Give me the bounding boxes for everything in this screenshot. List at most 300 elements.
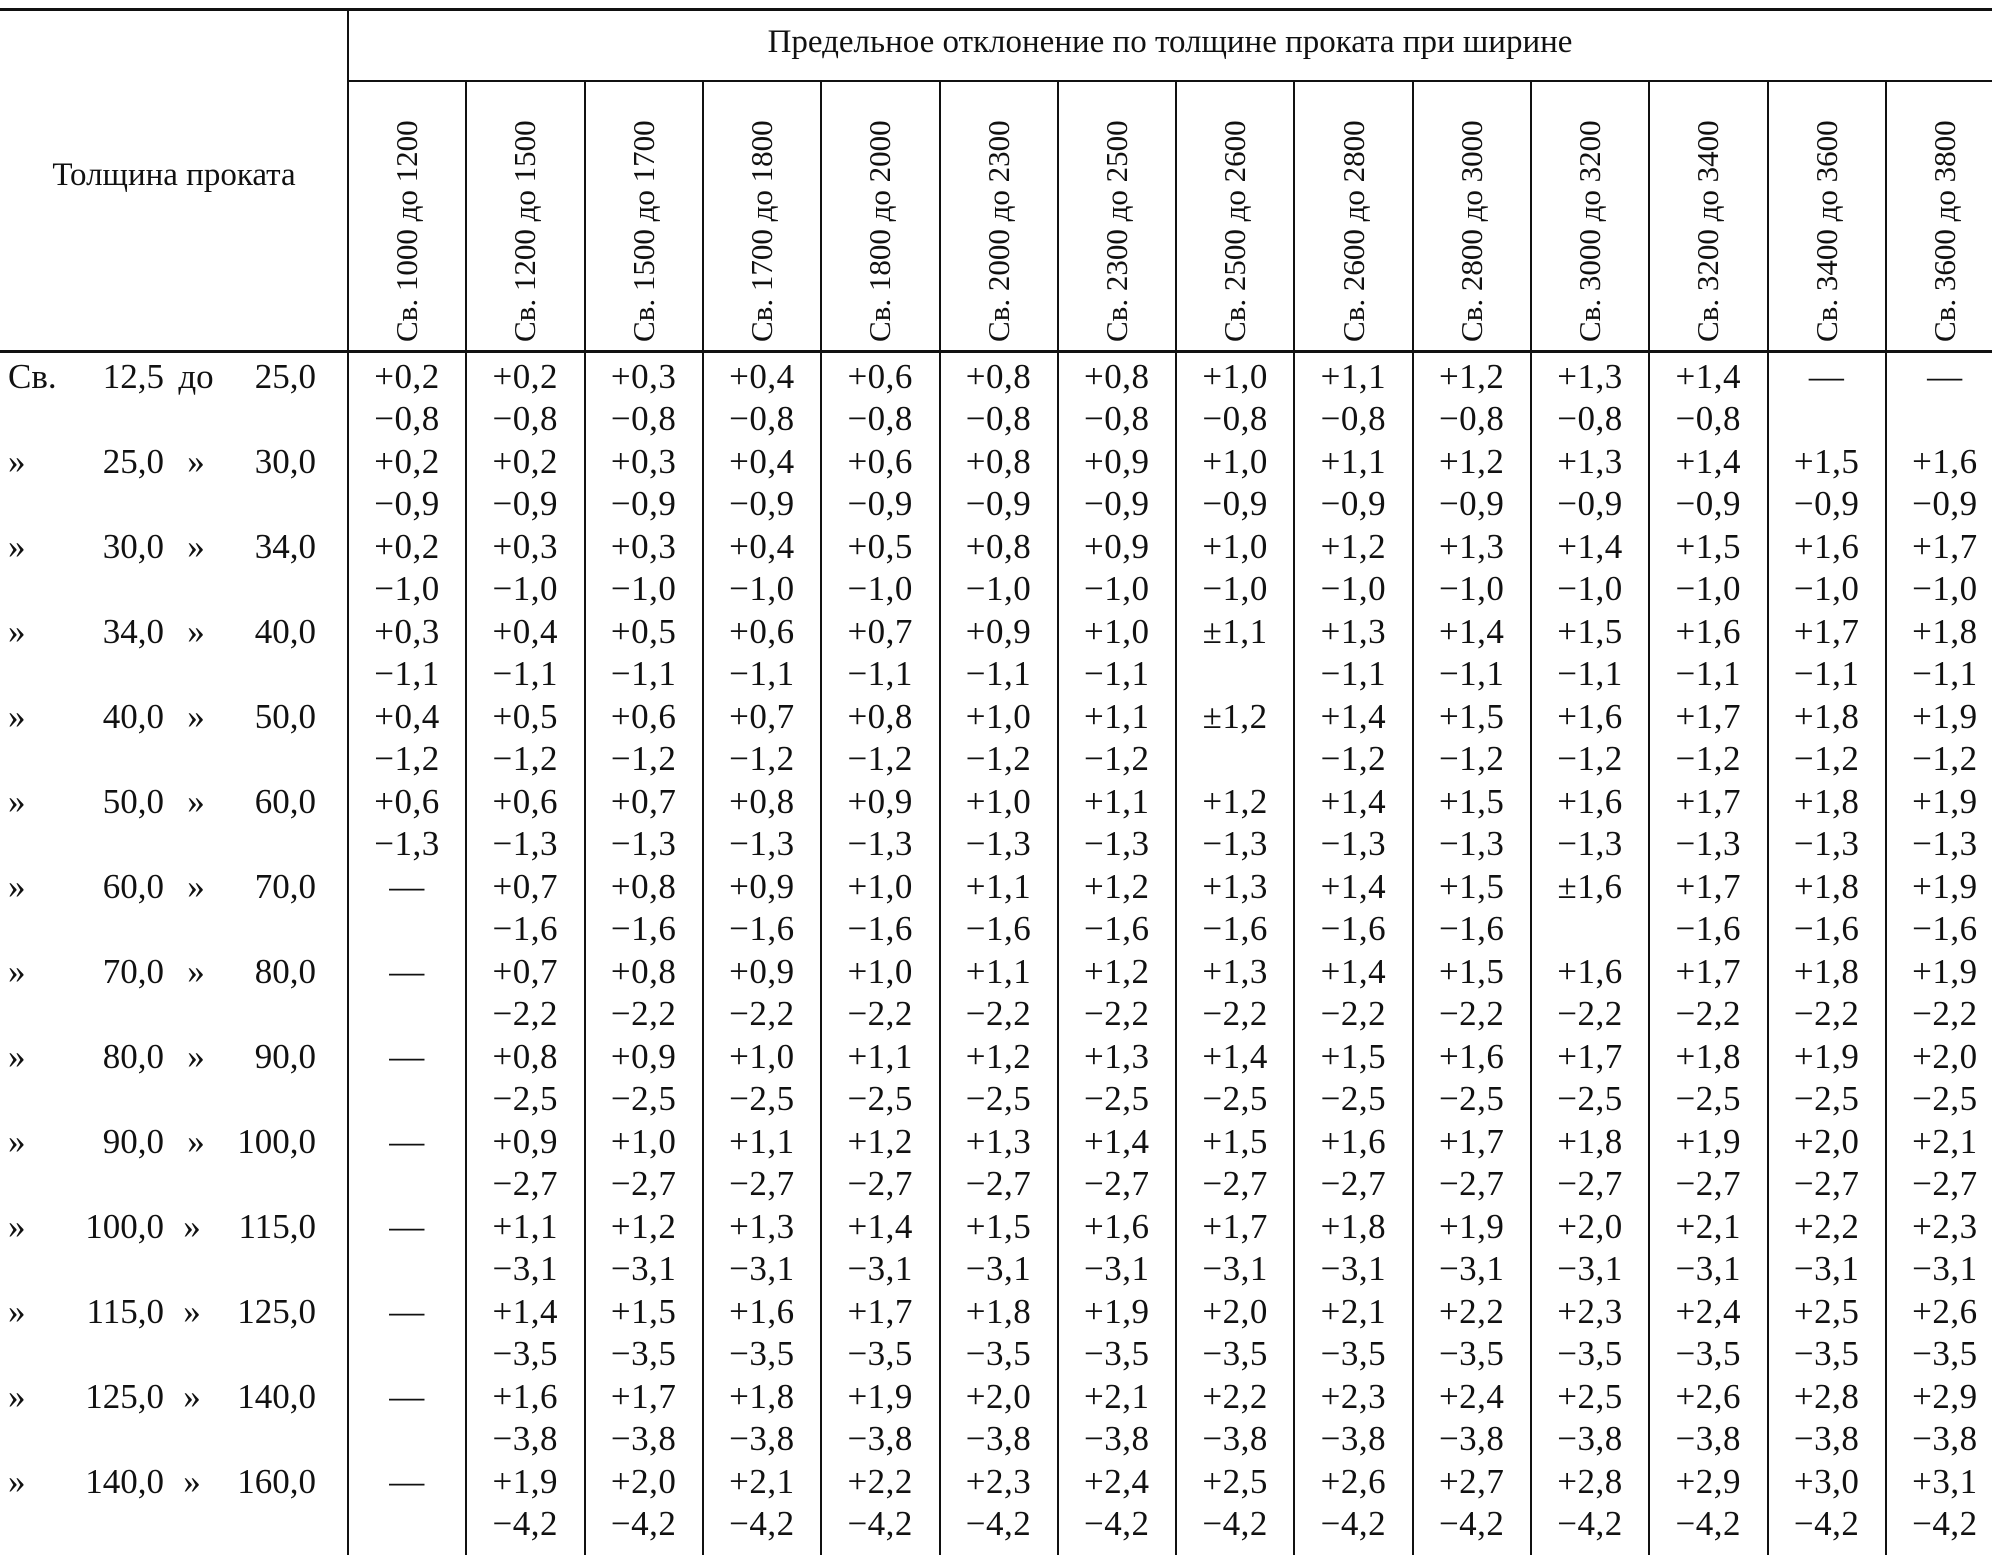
- cell-lower: −1,0: [374, 569, 440, 608]
- row-label-mid: »: [183, 1462, 201, 1501]
- cell-lower: −0,9: [1320, 484, 1387, 523]
- cell-lower: −3,5: [1793, 1334, 1860, 1373]
- cell-lower: −1,0: [965, 569, 1032, 608]
- row-label-mid: »: [183, 1292, 201, 1331]
- cell-upper: +2,4: [1675, 1292, 1742, 1331]
- cell-lower: −1,3: [1202, 824, 1268, 863]
- cell-lower: −1,0: [1084, 569, 1150, 608]
- cell-upper: +1,1: [965, 952, 1032, 991]
- cell-upper: +2,6: [1912, 1292, 1978, 1331]
- row-label: [4, 1121, 352, 1163]
- cell-upper: +1,3: [1320, 612, 1387, 651]
- cell-upper: +0,6: [729, 612, 795, 651]
- row-label-prefix: Св.: [8, 357, 57, 396]
- cell-upper: +1,2: [847, 1122, 913, 1161]
- cell-upper: +0,9: [1084, 442, 1150, 481]
- cell-upper: +0,6: [610, 697, 677, 736]
- cell-upper: +2,8: [1557, 1462, 1623, 1501]
- cell-upper: +1,9: [1912, 782, 1978, 821]
- cell-upper: +2,9: [1675, 1462, 1742, 1501]
- cell-lower: −1,1: [610, 654, 677, 693]
- cell-lower: −0,8: [1320, 399, 1387, 438]
- cell-lower: −4,2: [965, 1504, 1032, 1543]
- cell-lower: −1,3: [1320, 824, 1387, 863]
- row-label-to: 100,0: [237, 1122, 316, 1161]
- cell-upper: +1,1: [1320, 357, 1387, 396]
- cell-upper: +1,0: [729, 1037, 795, 1076]
- cell-upper: +1,0: [610, 1122, 677, 1161]
- cell-lower: −2,2: [847, 994, 913, 1033]
- row-label-to: 50,0: [254, 697, 316, 736]
- cell-upper: +0,9: [492, 1122, 559, 1161]
- row-label-from: 30,0: [102, 527, 164, 566]
- cell-lower: −1,0: [492, 569, 559, 608]
- cell-upper: +0,9: [965, 612, 1032, 651]
- cell-lower: −3,1: [1202, 1249, 1268, 1288]
- column-header: [348, 82, 466, 350]
- cell-upper: +1,7: [847, 1292, 913, 1331]
- cell-lower: −1,2: [965, 739, 1032, 778]
- cell-lower: −1,1: [1675, 654, 1742, 693]
- row-label-to: 34,0: [254, 527, 316, 566]
- cell-lower: −3,8: [1675, 1419, 1742, 1458]
- cell-lower: −2,5: [1793, 1079, 1860, 1118]
- cell-upper: +2,2: [1438, 1292, 1505, 1331]
- row-label-to: 30,0: [254, 442, 316, 481]
- cell-lower: −3,1: [1438, 1249, 1505, 1288]
- cell-upper: +1,5: [1320, 1037, 1387, 1076]
- cell-upper: +1,2: [1438, 357, 1505, 396]
- cell-upper: +0,8: [965, 527, 1032, 566]
- column-header: [1058, 82, 1176, 350]
- cell-lower: −2,7: [1438, 1164, 1505, 1203]
- cell-lower: −4,2: [1912, 1504, 1978, 1543]
- group-header: Предельное отклонение по толщине проката при ширине: [767, 24, 1573, 60]
- cell-upper: +0,8: [1084, 357, 1150, 396]
- row-label-to: 25,0: [254, 357, 316, 396]
- cell-lower: −0,8: [610, 399, 677, 438]
- column-header: [466, 82, 584, 350]
- cell-lower: −1,2: [847, 739, 913, 778]
- cell-upper: —: [389, 1207, 425, 1246]
- cell-lower: −2,7: [1793, 1164, 1860, 1203]
- cell-lower: −1,0: [847, 569, 913, 608]
- row-label-prefix: »: [8, 442, 26, 481]
- cell-lower: −3,8: [1084, 1419, 1150, 1458]
- cell-upper: +1,6: [1912, 442, 1978, 481]
- cell-upper: +1,2: [965, 1037, 1032, 1076]
- cell-lower: −1,3: [965, 824, 1032, 863]
- cell-upper: +1,9: [1912, 697, 1978, 736]
- cell-lower: −0,9: [729, 484, 795, 523]
- cell-upper: +1,1: [1084, 697, 1150, 736]
- row-label: [4, 951, 352, 993]
- cell-lower: −1,2: [1320, 739, 1387, 778]
- cell-upper: +1,0: [847, 952, 913, 991]
- row-label-prefix: »: [8, 697, 26, 736]
- cell-lower: −2,5: [492, 1079, 559, 1118]
- cell-lower: −3,8: [1557, 1419, 1623, 1458]
- cell-upper: +2,6: [1320, 1462, 1387, 1501]
- cell-lower: −3,5: [1320, 1334, 1387, 1373]
- row-label: [4, 1291, 352, 1333]
- row-label-prefix: »: [8, 1377, 26, 1416]
- cell-upper: +1,2: [610, 1207, 677, 1246]
- cell-upper: +1,9: [1438, 1207, 1505, 1246]
- cell-upper: +1,4: [1320, 697, 1387, 736]
- row-label-to: 70,0: [254, 867, 316, 906]
- cell-upper: +1,4: [1202, 1037, 1268, 1076]
- cell-upper: +1,5: [1793, 442, 1860, 481]
- cell-upper: +1,9: [1084, 1292, 1150, 1331]
- cell-upper: +0,2: [374, 527, 440, 566]
- cell-upper: +2,4: [1438, 1377, 1505, 1416]
- cell-lower: −0,8: [1202, 399, 1268, 438]
- cell-lower: −3,5: [1557, 1334, 1623, 1373]
- cell-upper: +1,2: [1202, 782, 1268, 821]
- cell-upper: +1,2: [1438, 442, 1505, 481]
- row-label: [4, 696, 352, 738]
- cell-upper: +1,7: [1675, 867, 1742, 906]
- cell-lower: −2,5: [729, 1079, 795, 1118]
- cell-upper: +1,8: [1793, 782, 1860, 821]
- cell-lower: −3,8: [610, 1419, 677, 1458]
- cell-lower: −2,2: [965, 994, 1032, 1033]
- cell-lower: −2,5: [1084, 1079, 1150, 1118]
- column-header: [940, 82, 1058, 350]
- cell-lower: −3,5: [610, 1334, 677, 1373]
- cell-lower: −1,6: [1912, 909, 1978, 948]
- cell-upper: +0,8: [610, 867, 677, 906]
- cell-lower: −1,2: [1793, 739, 1860, 778]
- row-label-mid: »: [187, 782, 205, 821]
- cell-upper: +0,2: [492, 442, 559, 481]
- cell-lower: −1,0: [1912, 569, 1978, 608]
- cell-upper: +1,4: [1675, 442, 1742, 481]
- cell-lower: −2,7: [1912, 1164, 1978, 1203]
- cell-lower: −1,3: [1912, 824, 1978, 863]
- row-label-from: 125,0: [85, 1377, 164, 1416]
- cell-lower: −3,1: [1320, 1249, 1387, 1288]
- cell-upper: +1,6: [1084, 1207, 1150, 1246]
- row-label-prefix: »: [8, 1207, 26, 1246]
- column-header: [703, 82, 821, 350]
- cell-lower: −2,5: [847, 1079, 913, 1118]
- cell-upper: +0,7: [492, 867, 559, 906]
- cell-lower: −1,2: [610, 739, 677, 778]
- cell-lower: −0,9: [374, 484, 440, 523]
- row-label-from: 50,0: [102, 782, 164, 821]
- cell-upper: +2,1: [729, 1462, 795, 1501]
- cell-upper: +2,0: [1793, 1122, 1860, 1161]
- cell-lower: −0,9: [492, 484, 559, 523]
- cell-upper: +1,5: [1557, 612, 1623, 651]
- cell-upper: +1,1: [1084, 782, 1150, 821]
- cell-upper: +1,6: [1793, 527, 1860, 566]
- cell-upper: +2,2: [847, 1462, 913, 1501]
- cell-upper: +1,3: [1557, 442, 1623, 481]
- cell-lower: −1,1: [1912, 654, 1978, 693]
- row-label: [4, 526, 352, 568]
- cell-upper: +1,8: [965, 1292, 1032, 1331]
- cell-upper: +2,3: [965, 1462, 1032, 1501]
- cell-lower: −2,5: [610, 1079, 677, 1118]
- cell-lower: −1,3: [847, 824, 913, 863]
- cell-upper: +0,3: [610, 442, 677, 481]
- cell-lower: −3,5: [1675, 1334, 1742, 1373]
- cell-lower: −2,7: [1084, 1164, 1150, 1203]
- row-label-prefix: »: [8, 867, 26, 906]
- cell-lower: −0,8: [374, 399, 440, 438]
- cell-lower: −1,3: [1793, 824, 1860, 863]
- cell-lower: −0,8: [1557, 399, 1623, 438]
- cell-upper: +1,8: [1793, 697, 1860, 736]
- cell-upper: +0,5: [610, 612, 677, 651]
- cell-upper: +1,4: [1675, 357, 1742, 396]
- cell-upper: +2,5: [1793, 1292, 1860, 1331]
- cell-lower: −2,5: [1320, 1079, 1387, 1118]
- cell-lower: −1,1: [729, 654, 795, 693]
- cell-upper: +1,8: [1557, 1122, 1623, 1161]
- cell-upper: —: [389, 952, 425, 991]
- cell-lower: −1,6: [610, 909, 677, 948]
- row-label: [4, 356, 352, 398]
- cell-lower: −1,2: [492, 739, 559, 778]
- cell-upper: +1,5: [1438, 867, 1505, 906]
- cell-lower: −3,1: [965, 1249, 1032, 1288]
- row-label-to: 140,0: [237, 1377, 316, 1416]
- cell-lower: −2,2: [1675, 994, 1742, 1033]
- column-header: [1649, 82, 1767, 350]
- row-label-mid: »: [187, 612, 205, 651]
- cell-lower: −3,1: [847, 1249, 913, 1288]
- row-label: [4, 1461, 352, 1503]
- cell-lower: −1,1: [1084, 654, 1150, 693]
- cell-upper: +1,6: [1557, 782, 1623, 821]
- row-label-to: 90,0: [254, 1037, 316, 1076]
- cell-upper: +0,8: [965, 357, 1032, 396]
- cell-lower: −1,1: [374, 654, 440, 693]
- cell-lower: −1,3: [1557, 824, 1623, 863]
- cell-upper: +0,6: [492, 782, 559, 821]
- cell-lower: −1,1: [1320, 654, 1387, 693]
- cell-lower: −3,5: [847, 1334, 913, 1373]
- cell-upper: +1,5: [1438, 782, 1505, 821]
- cell-upper: +0,6: [847, 357, 913, 396]
- cell-lower: −1,6: [847, 909, 913, 948]
- cell-lower: −3,1: [1793, 1249, 1860, 1288]
- cell-lower: −0,9: [1912, 484, 1978, 523]
- cell-upper: +1,9: [1912, 952, 1978, 991]
- cell-lower: −1,6: [729, 909, 795, 948]
- cell-lower: −3,5: [1084, 1334, 1150, 1373]
- cell-upper: +2,0: [965, 1377, 1032, 1416]
- cell-lower: −1,2: [1557, 739, 1623, 778]
- cell-upper: +1,4: [1320, 782, 1387, 821]
- cell-upper: +2,3: [1557, 1292, 1623, 1331]
- cell-lower: −0,8: [1675, 399, 1742, 438]
- cell-upper: +2,7: [1438, 1462, 1505, 1501]
- row-label-prefix: »: [8, 612, 26, 651]
- column-header: [1768, 82, 1886, 350]
- cell-lower: −1,1: [847, 654, 913, 693]
- cell-lower: −1,1: [1557, 654, 1623, 693]
- cell-upper: —: [389, 1122, 425, 1161]
- cell-upper: +1,4: [1320, 867, 1387, 906]
- cell-upper: +2,2: [1793, 1207, 1860, 1246]
- cell-lower: −1,3: [1675, 824, 1742, 863]
- cell-lower: −3,8: [1438, 1419, 1505, 1458]
- row-label-mid: »: [183, 1377, 201, 1416]
- cell-lower: −2,7: [729, 1164, 795, 1203]
- row-label-mid: до: [178, 357, 214, 396]
- cell-upper: +1,7: [1557, 1037, 1623, 1076]
- cell-upper: +0,9: [729, 867, 795, 906]
- cell-upper: +0,8: [492, 1037, 559, 1076]
- cell-upper: +1,4: [1320, 952, 1387, 991]
- cell-upper: +0,5: [847, 527, 913, 566]
- cell-upper: +0,7: [610, 782, 677, 821]
- row-label-mid: »: [187, 1037, 205, 1076]
- cell-lower: −3,5: [729, 1334, 795, 1373]
- cell-lower: −3,1: [1084, 1249, 1150, 1288]
- cell-lower: −1,3: [729, 824, 795, 863]
- cell-lower: −1,2: [1912, 739, 1978, 778]
- column-header-label: Св. 2500 до 2600: [1217, 120, 1253, 342]
- column-header: [1176, 82, 1294, 350]
- column-header-label: Св. 3200 до 3400: [1690, 120, 1726, 342]
- row-label-to: 60,0: [254, 782, 316, 821]
- cell-lower: −3,1: [1675, 1249, 1742, 1288]
- cell-upper: +1,0: [1202, 527, 1268, 566]
- column-header-label: Св. 1200 до 1500: [507, 120, 543, 342]
- row-label-from: 100,0: [85, 1207, 164, 1246]
- cell-upper: +2,1: [1912, 1122, 1978, 1161]
- cell-upper: +0,4: [729, 442, 795, 481]
- cell-lower: −4,2: [1438, 1504, 1505, 1543]
- cell-upper: +0,7: [847, 612, 913, 651]
- cell-upper: +1,5: [610, 1292, 677, 1331]
- cell-upper: +1,3: [1202, 867, 1268, 906]
- cell-upper: +1,3: [1202, 952, 1268, 991]
- row-label-from: 80,0: [102, 1037, 164, 1076]
- cell-upper: ±1,6: [1557, 867, 1623, 906]
- column-header: [1413, 82, 1531, 350]
- cell-lower: −4,2: [847, 1504, 913, 1543]
- cell-upper: —: [389, 1462, 425, 1501]
- cell-upper: +0,8: [610, 952, 677, 991]
- cell-upper: +1,4: [1438, 612, 1505, 651]
- row-label: [4, 866, 352, 908]
- cell-lower: −3,5: [1438, 1334, 1505, 1373]
- cell-lower: −3,8: [965, 1419, 1032, 1458]
- cell-lower: −1,2: [1084, 739, 1150, 778]
- cell-upper: +1,2: [1320, 527, 1387, 566]
- cell-lower: −2,7: [965, 1164, 1032, 1203]
- cell-upper: +0,8: [847, 697, 913, 736]
- cell-lower: −1,0: [729, 569, 795, 608]
- cell-lower: −1,6: [1675, 909, 1742, 948]
- cell-upper: +1,6: [492, 1377, 559, 1416]
- cell-lower: −2,2: [1912, 994, 1978, 1033]
- cell-upper: +1,1: [847, 1037, 913, 1076]
- cell-lower: −3,1: [729, 1249, 795, 1288]
- cell-lower: −1,3: [610, 824, 677, 863]
- table-top-rule: [0, 8, 1992, 11]
- row-label-from: 34,0: [102, 612, 164, 651]
- cell-upper: +0,4: [492, 612, 559, 651]
- cell-upper: +0,3: [610, 527, 677, 566]
- cell-lower: −1,2: [729, 739, 795, 778]
- cell-upper: +0,3: [610, 357, 677, 396]
- cell-lower: −1,6: [1202, 909, 1268, 948]
- cell-lower: −2,7: [1675, 1164, 1742, 1203]
- cell-upper: +1,3: [965, 1122, 1032, 1161]
- cell-upper: +1,7: [1675, 952, 1742, 991]
- column-header-label: Св. 2600 до 2800: [1335, 120, 1371, 342]
- cell-lower: −1,6: [1084, 909, 1150, 948]
- cell-lower: −2,7: [1202, 1164, 1268, 1203]
- cell-lower: −3,1: [1912, 1249, 1978, 1288]
- row-label: [4, 441, 352, 483]
- cell-lower: −3,5: [1912, 1334, 1978, 1373]
- cell-upper: +0,5: [492, 697, 559, 736]
- column-header-label: Св. 1800 до 2000: [862, 120, 898, 342]
- cell-upper: +1,8: [1793, 867, 1860, 906]
- cell-lower: −0,9: [1202, 484, 1268, 523]
- cell-lower: −2,7: [847, 1164, 913, 1203]
- row-label-from: 140,0: [85, 1462, 164, 1501]
- cell-lower: −4,2: [1320, 1504, 1387, 1543]
- cell-lower: −1,0: [1557, 569, 1623, 608]
- cell-lower: −3,1: [610, 1249, 677, 1288]
- cell-upper: +1,9: [1912, 867, 1978, 906]
- row-label-mid: »: [187, 442, 205, 481]
- cell-upper: +2,1: [1320, 1292, 1387, 1331]
- cell-lower: −0,9: [965, 484, 1032, 523]
- cell-lower: −1,6: [492, 909, 559, 948]
- cell-upper: +2,6: [1675, 1377, 1742, 1416]
- cell-upper: +0,2: [492, 357, 559, 396]
- row-label-to: 40,0: [254, 612, 316, 651]
- row-label: [4, 1376, 352, 1418]
- cell-lower: −2,2: [1557, 994, 1623, 1033]
- cell-upper: +1,9: [847, 1377, 913, 1416]
- column-header: [585, 82, 703, 350]
- cell-upper: ±1,1: [1202, 612, 1268, 651]
- row-label-to: 80,0: [254, 952, 316, 991]
- cell-upper: +1,3: [1438, 527, 1505, 566]
- row-label: [4, 1206, 352, 1248]
- cell-lower: −1,1: [1438, 654, 1505, 693]
- cell-lower: −2,5: [1438, 1079, 1505, 1118]
- column-header-label: Св. 1700 до 1800: [744, 120, 780, 342]
- cell-lower: −3,8: [492, 1419, 559, 1458]
- row-label-mid: »: [187, 867, 205, 906]
- cell-lower: −0,8: [729, 399, 795, 438]
- cell-upper: +1,0: [1084, 612, 1150, 651]
- column-header: [821, 82, 939, 350]
- row-label-mid: »: [187, 527, 205, 566]
- cell-upper: +1,3: [1557, 357, 1623, 396]
- column-header: [1531, 82, 1649, 350]
- cell-upper: +1,8: [1912, 612, 1978, 651]
- cell-lower: −0,9: [1438, 484, 1505, 523]
- cell-upper: +1,5: [1438, 697, 1505, 736]
- cell-upper: +1,4: [847, 1207, 913, 1246]
- cell-upper: +1,8: [1793, 952, 1860, 991]
- cell-upper: +2,0: [1557, 1207, 1623, 1246]
